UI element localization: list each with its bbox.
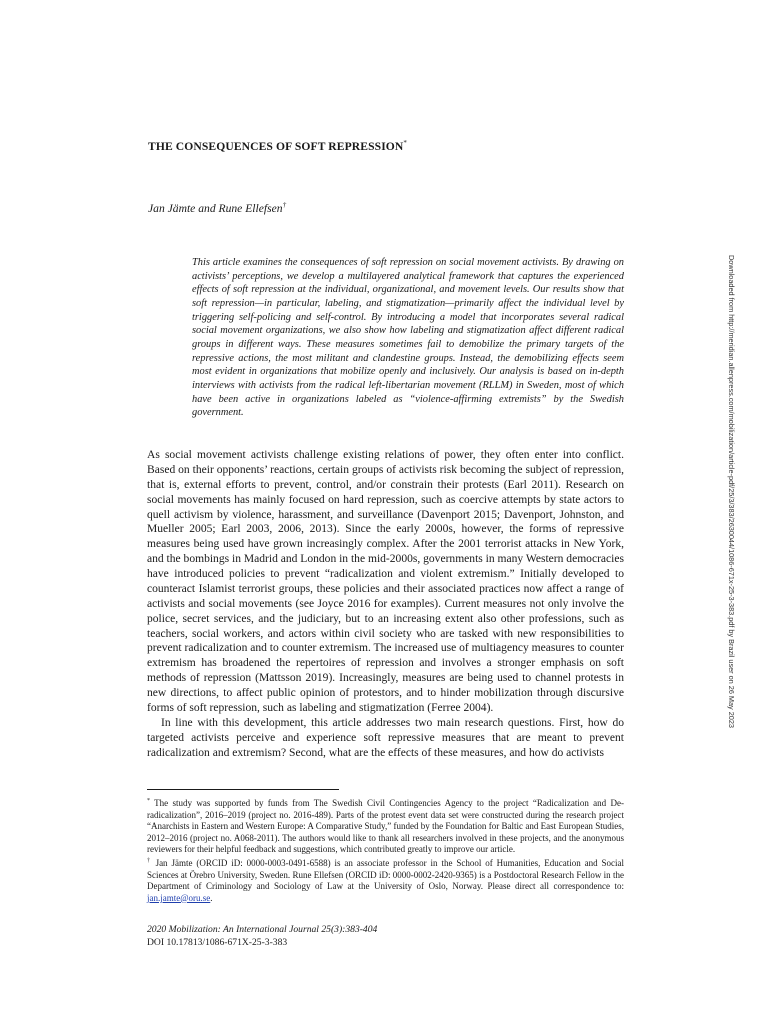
download-watermark: Downloaded from http://meridian.allenpress.com/mobilization/article-pdf/25/3/383/2630044/1086-671x-25-3-383.pdf by Brazil user on 26 May 2023 xyxy=(727,255,736,728)
doi-line: DOI 10.17813/1086-671X-25-3-383 xyxy=(147,937,288,948)
title-footnote-mark: * xyxy=(403,139,408,147)
footnote-funding: * The study was supported by funds from The Swedish Civil Contingencies Agency to the project “Radicalization and De-radicalization”, 2016–2019 (project no. 2016-489). Parts of the protest event data set were constructed during the research project “Anarchists in Eastern and Western Europe: A Comparative Study,” funded by the Foundation for Baltic and East European Studies, 2012–2016 (project no. A068-2011). The authors would like to thank all researchers involved in these projects, and the anonymous reviewers for their helpful feedback and suggestions, which contributed greatly to improve our article. xyxy=(147,798,624,855)
footnotes xyxy=(147,796,624,904)
article-authors: Jan Jämte and Rune Ellefsen† xyxy=(148,201,287,215)
correspondence-email-link[interactable]: jan.jamte@oru.se xyxy=(147,892,211,903)
footnote-authors-mark: † xyxy=(147,857,152,864)
author-footnote-mark: † xyxy=(282,201,287,209)
body-paragraph-1: As social movement activists challenge existing relations of power, they often enter into conflict. Based on their opponents’ reactions, certain groups of activists risk becoming the subject of repression, that is, external efforts to prevent, control, and/or constrain their protests (Earl 2011). Research on social movements has mainly focused on hard repression, such as coercive attempts by state actors to quell activism by violence, harassment, and surveillance (Davenport 2015; Davenport, Johnston, and Mueller 2005; Earl 2003, 2006, 2013). Since the early 2000s, however, the forms of repressive measures being used have grown increasingly complex. After the 2001 terrorist attacks in New York, and the bombings in Madrid and London in the mid-2000s, governments in many Western democracies have introduced policies to prevent “radicalization and violent extremism.” Initially developed to counteract Islamist terrorist groups, these policies and their associated practices now affect a range of activists and social movements (see Joyce 2016 for examples). Current measures not only involve the police, secret services, and the judiciary, but to an increasing extent also other professions, such as teachers, social workers, and actors within civil society who are tasked with new responsibilities to prevent radicalization and to counter extremism. The increased use of multiagency measures to counter extremism has broadened the repertoires of repression and involves a stronger emphasis on soft methods of repression (Mattsson 2019). Increasingly, measures are being used to channel protests in new directions, to affect public opinion of protestors, and to hinder mobilization through discursive forms of soft repression, such as labeling and stigmatization (Ferree 2004). xyxy=(147,449,624,714)
article-title: THE CONSEQUENCES OF SOFT REPRESSION* xyxy=(148,139,408,153)
footnote-authors: † Jan Jämte (ORCID iD: 0000-0003-0491-6588) is an associate professor in the School of Humanities, Education and Social Sciences at Örebro University, Sweden. Rune Ellefsen (ORCID iD: 0000-0002-2420-9365) is a Postdoctoral Research Fellow in the Department of Criminology and Sociology of Law at the University of Oslo, Norway. Please direct all correspondence to: jan.jamte@oru.se. xyxy=(147,857,625,903)
article-abstract: This article examines the consequences of soft repression on social movement activists. By drawing on activists’ perceptions, we develop a multilayered analytical framework that captures the experienced effects of soft repression at the individual, organizational, and movement levels. Our results show that soft repression—in particular, labeling, and stigmatization—primarily affect the individual level by triggering self-policing and self-control. By introducing a model that incorporates several radical social movement organizations, we also show how labeling and stigmatization affect different radical groups in different ways. These measures sometimes fail to demobilize the primary targets of the repressive actions, the most militant and clandestine groups. Instead, the demobilizing effects seem most evident in organizations that mobilize openly and inclusively. Our analysis is based on in-depth interviews with activists from the radical left-libertarian movement (RLLM) in Sweden, most of which have been active in organizations labeled as “violence-affirming extremists” by the Swedish government. xyxy=(192,257,624,419)
article-body xyxy=(147,448,624,760)
journal-citation: 2020 Mobilization: An International Journal 25(3):383-404 xyxy=(147,924,378,935)
body-paragraph-2: In line with this development, this article addresses two main research questions. First, how do targeted activists perceive and experience soft repressive measures that are meant to prevent radicalization and extremism? Second, what are the effects of these measures, and how do activists xyxy=(147,716,624,759)
footnote-divider xyxy=(147,789,339,790)
footnote-funding-mark: * xyxy=(147,798,150,804)
